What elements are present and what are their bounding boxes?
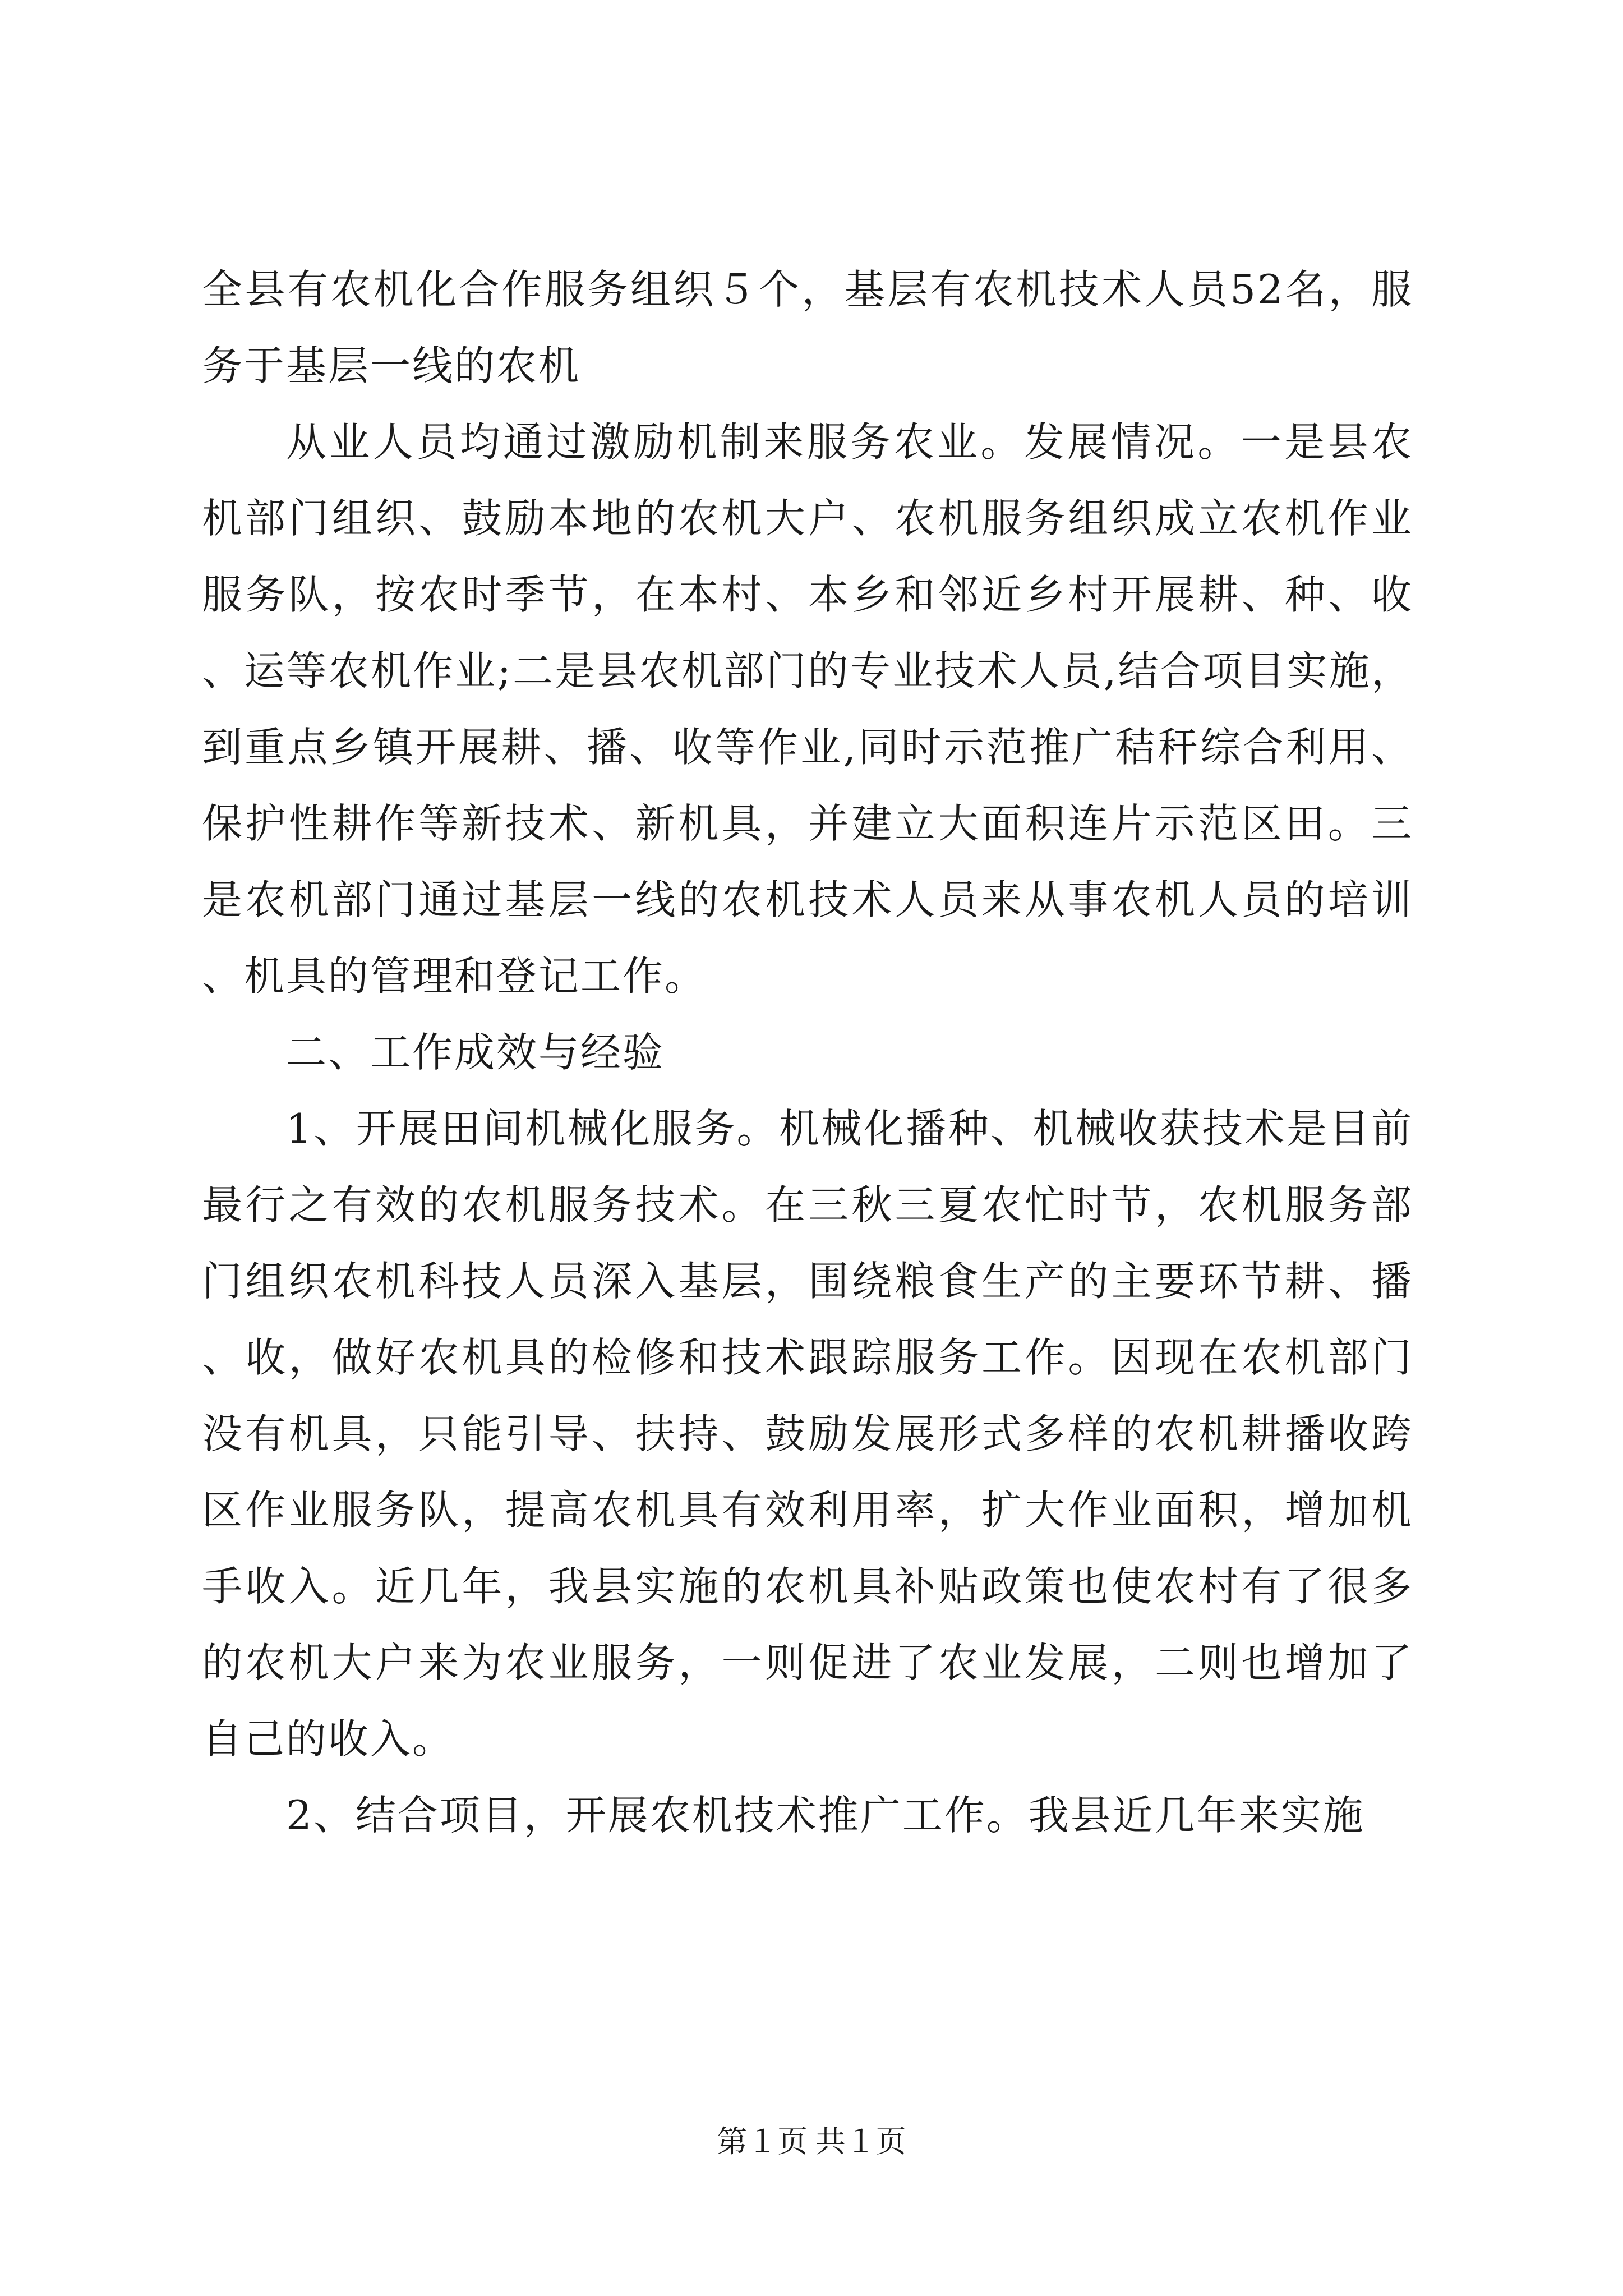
page-footer [0, 2122, 1623, 2162]
paragraph-intro: 全县有农机化合作服务组织５个，基层有农机技术人员52名，服务于基层一线的农机 [202, 266, 1413, 389]
page-number-label: 第１页 共１页 [717, 2125, 906, 2159]
paragraph-development: 从业人员均通过激励机制来服务农业。发展情况。一是县农机部门组织、鼓励本地的农机大户、农机服务组织成立农机作业服务队，按农时季节，在本村、本乡和邻近乡村开展耕、种、收、运等农机作业;二是县农机部门的专业技术人员,结合项目实施，到重点乡镇开展耕、播、收等作业,同时示范推广秸秆综合利用、保护性耕作等新技术、新机具，并建立大面积连片示范区田。三是农机部门通过基层一线的农机技术人员来从事农机人员的培训、机具的管理和登记工作。 [202, 418, 1413, 1000]
paragraph-field-mechanization: 1、开展田间机械化服务。机械化播种、机械收获技术是目前最行之有效的农机服务技术。在三秋三夏农忙时节，农机服务部门组织农机科技人员深入基层，围绕粮食生产的主要环节耕、播、收，做好农机具的检修和技术跟踪服务工作。因现在农机部门没有机具，只能引导、扶持、鼓励发展形式多样的农机耕播收跨区作业服务队，提高农机具有效利用率，扩大作业面积，增加机手收入。近几年，我县实施的农机具补贴政策也使农村有了很多的农机大户来为农业服务，一则促进了农业发展，二则也增加了自己的收入。 [202, 1105, 1413, 1763]
section-heading: 二、工作成效与经验 [286, 1029, 665, 1076]
document-body [202, 251, 1413, 1853]
paragraph-project-promotion: 2、结合项目，开展农机技术推广工作。我县近几年来实施 [286, 1792, 1365, 1839]
